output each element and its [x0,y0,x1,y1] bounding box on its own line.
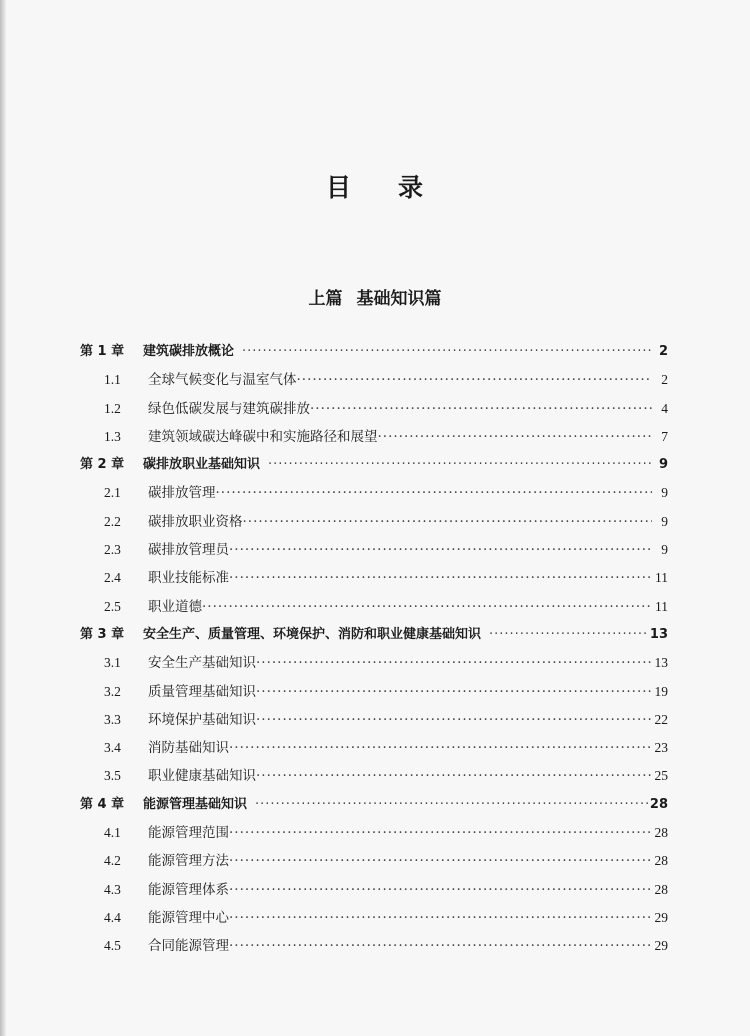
toc-entry-number: 2.4 [104,570,121,586]
toc-entry-number: 4.5 [104,938,121,954]
toc-entry-number: 2.2 [104,513,121,529]
toc-entry-number: 2.5 [104,598,121,614]
toc-section-entry[interactable] [80,395,668,423]
toc-dot-leader [297,366,653,394]
toc-entry-title: 建筑碳排放概论 [143,344,235,359]
toc-entry-number: 3.5 [104,768,121,784]
toc-section-entry[interactable] [80,678,668,706]
toc-section-entry[interactable] [80,819,668,847]
toc-entry-title: 全球气候变化与温室气体 [148,372,297,389]
toc-entry-number: 1.1 [104,372,121,388]
toc-page-number: 9 [661,485,668,501]
toc-page-number: 28 [654,853,668,869]
toc-page-number: 13 [649,626,668,642]
toc-page-number: 28 [649,796,668,812]
toc-section-entry[interactable] [80,564,668,592]
toc-chapter-entry[interactable] [80,791,668,819]
toc-entry-number: 4.2 [104,853,121,869]
toc-section-entry[interactable] [80,876,668,904]
toc-dot-leader [256,706,652,734]
toc-entry-number: 3.2 [104,683,121,699]
toc-entry-number: 2.3 [104,542,121,558]
toc-entry-title: 碳排放管理 [148,485,216,502]
toc-dot-leader [378,423,653,451]
toc-chapter-entry[interactable] [80,451,668,479]
title-char-1: 目 [325,173,352,202]
toc-section-entry[interactable] [80,366,668,394]
toc-entry-title: 职业健康基础知识 [148,768,256,785]
toc-section-entry[interactable] [80,932,668,960]
toc-dot-leader [202,593,652,621]
toc-entry-title: 建筑领域碳达峰碳中和实施路径和展望 [148,428,378,445]
toc-entry-title: 安全生产、质量管理、环境保护、消防和职业健康基础知识 [143,626,482,642]
toc-dot-leader [256,678,652,706]
toc-section-entry[interactable] [80,847,668,875]
toc-entry-title: 能源管理体系 [148,881,229,898]
toc-page-number: 2 [658,344,668,359]
toc-section-entry[interactable] [80,706,668,734]
toc-entry-title: 能源管理范围 [148,825,229,842]
toc-dot-leader [229,847,652,875]
toc-entry-title: 环境保护基础知识 [148,711,256,728]
toc-dot-leader [229,876,652,904]
toc-page-number: 23 [654,740,668,756]
toc-page-number: 7 [661,428,668,444]
toc-page-number: 2 [661,372,668,388]
toc-page-number: 28 [654,825,668,841]
toc-entry-number: 3.3 [104,711,121,727]
toc-section-entry[interactable] [80,762,668,790]
toc-entry-title: 职业技能标准 [148,570,229,587]
toc-dot-leader [229,932,652,960]
toc-dot-leader [229,734,652,762]
toc-entry-number: 4.3 [104,881,121,897]
toc-entry-number: 1.2 [104,400,121,416]
toc-section-entry[interactable] [80,536,668,564]
toc-entry-title: 职业道德 [148,598,202,615]
toc-page-number: 9 [658,457,668,473]
toc-entry-number: 第 4 章 [80,796,125,812]
toc-entry-title: 能源管理方法 [148,853,229,870]
toc-entry-title: 碳排放职业资格 [148,513,243,530]
toc-dot-leader [256,762,652,790]
toc-dot-leader [229,536,652,564]
toc-entry-title: 碳排放职业基础知识 [143,457,261,473]
toc-section-entry[interactable] [80,479,668,507]
toc-entry-title: 能源管理中心 [148,909,229,926]
toc-section-entry[interactable] [80,508,668,536]
toc-dot-leader [268,451,652,479]
toc-dot-leader [229,904,652,932]
toc-entry-number: 3.4 [104,740,121,756]
toc-page-number: 29 [654,938,668,954]
table-of-contents [80,338,668,961]
toc-chapter-entry[interactable] [80,338,668,366]
toc-page-number: 22 [654,711,668,727]
part-name: 基础知识篇 [356,289,442,309]
toc-entry-title: 安全生产基础知识 [148,655,256,672]
toc-dot-leader [256,649,652,677]
toc-dot-leader [216,479,653,507]
toc-page-number: 4 [661,400,668,416]
toc-page-number: 9 [661,513,668,529]
toc-section-entry[interactable] [80,734,668,762]
toc-entry-title: 合同能源管理 [148,938,229,955]
toc-entry-number: 4.4 [104,909,121,925]
page-title [0,168,750,204]
toc-page-number: 28 [654,881,668,897]
toc-entry-number: 第 3 章 [80,626,125,642]
toc-entry-number: 第 1 章 [80,344,125,359]
toc-section-entry[interactable] [80,423,668,451]
toc-entry-title: 消防基础知识 [148,740,229,757]
toc-entry-title: 能源管理基础知识 [143,796,248,812]
toc-dot-leader [229,819,652,847]
toc-dot-leader [310,395,652,423]
part-heading [0,284,750,309]
toc-entry-number: 第 2 章 [80,457,125,473]
toc-entry-number: 4.1 [104,825,121,841]
toc-entry-number: 3.1 [104,655,121,671]
page-edge-shadow [0,0,6,1036]
toc-page-number: 9 [661,542,668,558]
part-label: 上篇 [308,289,343,309]
toc-page-number: 11 [655,598,668,614]
toc-section-entry[interactable] [80,593,668,621]
toc-entry-title: 质量管理基础知识 [148,683,256,700]
toc-page-number: 11 [655,570,668,586]
toc-chapter-entry[interactable] [80,621,668,649]
toc-entry-title: 碳排放管理员 [148,542,229,559]
toc-page-number: 19 [654,683,668,699]
toc-page-number: 29 [654,909,668,925]
toc-page-number: 13 [654,655,668,671]
title-char-2: 录 [398,173,425,202]
toc-page-number: 25 [654,768,668,784]
toc-dot-leader [229,564,652,592]
toc-entry-number: 2.1 [104,485,121,501]
toc-entry-title: 绿色低碳发展与建筑碳排放 [148,400,310,417]
toc-entry-number: 1.3 [104,428,121,444]
toc-dot-leader [242,338,652,366]
toc-dot-leader [243,508,653,536]
toc-section-entry[interactable] [80,649,668,677]
toc-dot-leader [489,621,648,649]
toc-dot-leader [255,791,648,819]
toc-section-entry[interactable] [80,904,668,932]
